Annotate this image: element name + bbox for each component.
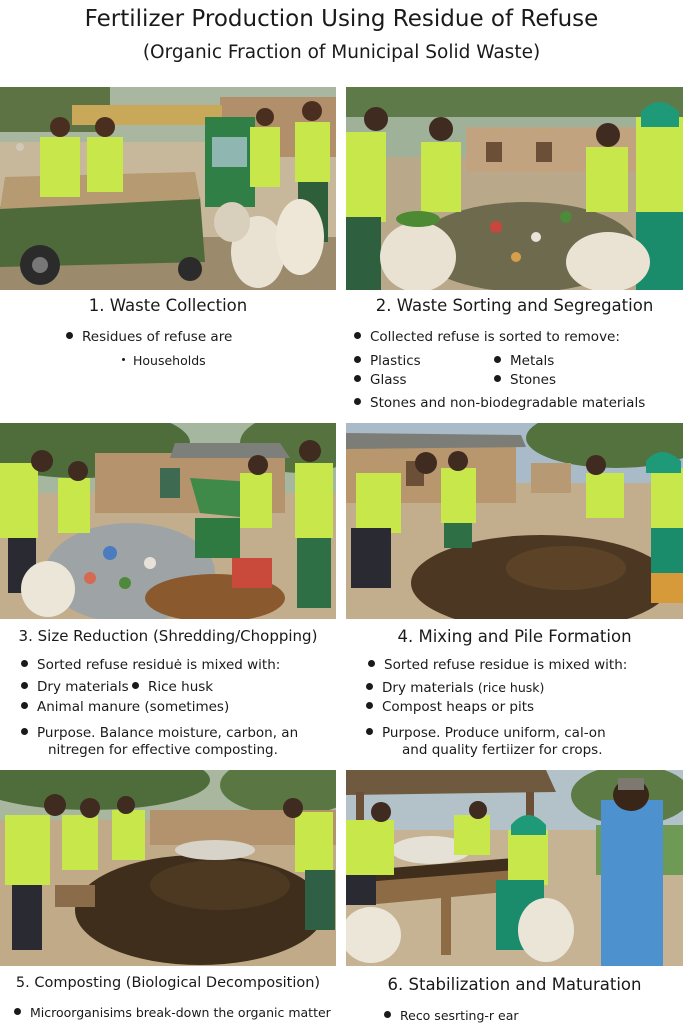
step-2-item: [494, 353, 554, 369]
bullet-icon: [21, 702, 28, 709]
step-6-line-1: Reco sesrting-r ear: [400, 1008, 519, 1023]
photo-composting: [0, 770, 336, 966]
step-4-line-3: (rice husk): [477, 680, 545, 695]
bullet-icon: [368, 660, 375, 667]
step-1-bullet: [66, 329, 232, 345]
bullet-icon: [354, 398, 361, 405]
step-5-bullet: [14, 1005, 331, 1020]
photo-size-reduction: [0, 423, 336, 619]
step-4-item: [366, 699, 534, 715]
step-4-bullet: [368, 657, 627, 673]
step-4-line-1: Sorted refuse residue is mixed with:: [384, 657, 628, 673]
step-3-line-4: Animal manure (sometimes): [37, 699, 230, 715]
bullet-icon: [366, 683, 373, 690]
step-2-line-6: Stones and non-biodegradable materials: [370, 395, 646, 411]
bullet-icon: [354, 332, 361, 339]
step-3-title: 3. Size Reduction (Shredding/Chopping): [18, 627, 318, 645]
bullet-icon: [21, 660, 28, 667]
bullet-icon: [14, 1008, 21, 1015]
step-2-item: [494, 372, 556, 388]
step-3-item: [21, 679, 129, 695]
step-2-item: [354, 353, 421, 369]
step-3-line-5: Purpose. Balance moisture, carbon, an: [37, 725, 299, 741]
bullet-icon: [66, 332, 73, 339]
step-2-bullet: [354, 395, 645, 411]
step-1-title: 1. Waste Collection: [88, 296, 248, 315]
photo-mixing-pile: [346, 423, 683, 619]
step-4-item: [366, 680, 544, 696]
bullet-icon: [21, 728, 28, 735]
step-2-line-3: Metals: [510, 353, 555, 369]
step-2-item: [354, 372, 407, 388]
bullet-icon: [494, 375, 501, 382]
step-1-line-1: Residues of refuse are: [82, 329, 233, 345]
step-5-line-1: Microorganisims break-down the organic matter: [30, 1005, 331, 1020]
step-2-title: 2. Waste Sorting and Segregation: [375, 296, 654, 315]
step-6-title: 6. Stabilization and Maturation: [387, 975, 642, 994]
step-2-bullet: [354, 329, 620, 345]
step-3-item: [132, 679, 213, 695]
step-4-line-5: Purpose. Produce uniform, cal-on: [382, 725, 606, 741]
bullet-icon: [21, 682, 28, 689]
bullet-icon: [494, 356, 501, 363]
step-2-line-5: Stones: [510, 372, 557, 388]
step-3-cont: nitregen for effective composting.: [48, 742, 278, 758]
step-2-line-2: Plastics: [370, 353, 421, 369]
bullet-icon: [366, 702, 373, 709]
bullet-icon: [122, 358, 125, 361]
step-5-title: 5. Composting (Biological Decomposition): [15, 975, 321, 991]
step-3-bullet: [21, 725, 298, 741]
bullet-icon: [354, 356, 361, 363]
bullet-icon: [384, 1011, 391, 1018]
step-4-line-2: Dry materials: [382, 680, 474, 696]
bullet-icon: [354, 375, 361, 382]
step-3-line-3: Rice husk: [148, 679, 214, 695]
step-6-bullet: [384, 1008, 519, 1023]
step-1-subbullet: [122, 353, 206, 368]
step-3-item: [21, 699, 229, 715]
photo-waste-collection: [0, 87, 336, 290]
step-3-line-1: Sorted refuse residuė is mixed with:: [37, 657, 281, 673]
step-4-bullet: [366, 725, 606, 741]
step-1-line-2: Households: [133, 353, 206, 368]
bullet-icon: [132, 682, 139, 689]
page-title: Fertilizer Production Using Residue of Refuse: [84, 6, 599, 32]
step-4-title: 4. Mixing and Pile Formation: [397, 627, 632, 646]
photo-maturation: [346, 770, 683, 966]
page-subtitle: (Organic Fraction of Municipal Solid Waste): [142, 42, 541, 63]
step-4-line-4: Compost heaps or pits: [382, 699, 535, 715]
step-3-bullet: [21, 657, 280, 673]
photo-waste-sorting: [346, 87, 683, 290]
step-3-line-2: Dry materials: [37, 679, 129, 695]
bullet-icon: [366, 728, 373, 735]
step-2-line-4: Glass: [370, 372, 407, 388]
step-2-line-1: Collected refuse is sorted to remove:: [370, 329, 620, 345]
step-4-cont: and quality fertiizer for crops.: [402, 742, 603, 758]
